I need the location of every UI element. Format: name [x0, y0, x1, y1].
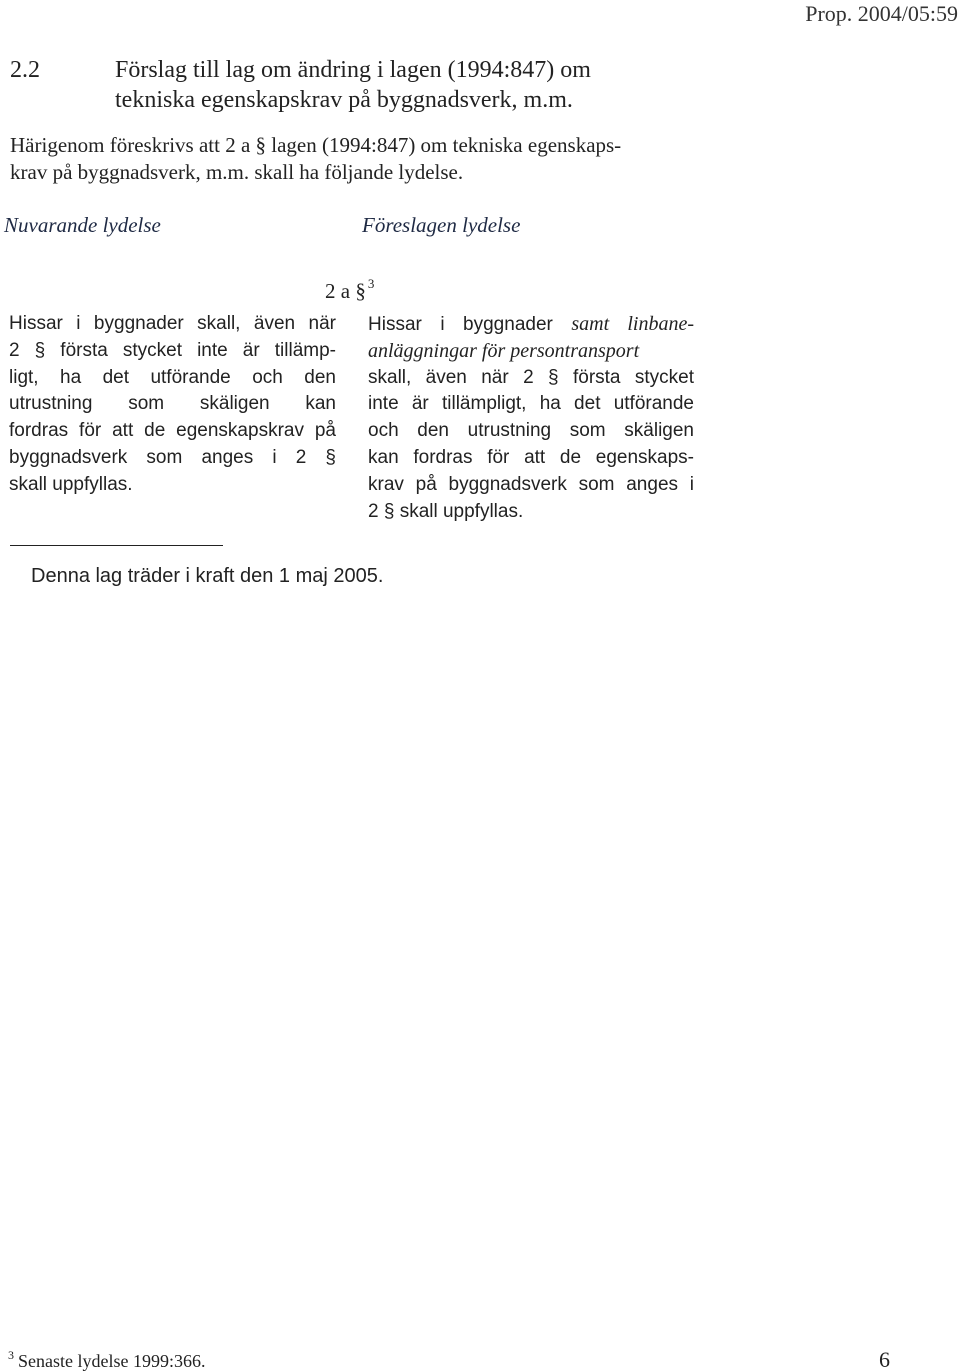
- text-line: 2 § skall uppfyllas.: [368, 500, 524, 522]
- separator-rule: [10, 545, 223, 546]
- text-line: kan fordras för att de egenskaps-: [368, 446, 694, 468]
- proposed-wording-heading: Föreslagen lydelse: [362, 213, 521, 237]
- paragraph-label: [325, 271, 374, 304]
- text-line: skall uppfyllas.: [9, 473, 133, 495]
- text-line: [368, 311, 694, 338]
- text-line: [368, 338, 694, 365]
- text-line: inte är tillämpligt, ha det utförande: [368, 393, 694, 415]
- text-amendment: samt linbane-: [571, 313, 694, 335]
- entry-into-force: Denna lag träder i kraft den 1 maj 2005.: [31, 565, 384, 587]
- text-amendment: anläggningar för persontransport: [368, 339, 640, 362]
- footnote-marker: 3: [8, 1348, 14, 1362]
- text-line: byggnadsverk som anges i 2 §: [9, 446, 336, 468]
- current-wording-text: [9, 311, 336, 499]
- footnote-reference: 3: [367, 276, 375, 291]
- text-plain: Hissar i byggnader: [368, 314, 553, 335]
- text-line: utrustning som skäligen kan: [9, 393, 336, 415]
- paragraph-number: 2 a §: [325, 279, 366, 303]
- text-line: ligt, ha det utförande och den: [9, 366, 336, 388]
- text-line: 2 § första stycket inte är tillämp-: [9, 339, 336, 361]
- text-line: fordras för att de egenskapskrav på: [9, 420, 336, 442]
- footnote: [8, 1344, 205, 1372]
- intro-paragraph: [10, 132, 700, 186]
- current-wording-heading: Nuvarande lydelse: [4, 213, 161, 237]
- text-line: skall, även när 2 § första stycket: [368, 366, 694, 388]
- intro-line: Härigenom föreskrivs att 2 a § lagen (1994:847) om tekniska egenskaps-: [10, 133, 622, 157]
- proposition-number: Prop. 2004/05:59: [805, 1, 958, 26]
- footnote-text: Senaste lydelse 1999:366.: [18, 1351, 206, 1371]
- text-line: krav på byggnadsverk som anges i: [368, 473, 694, 495]
- intro-line: krav på byggnadsverk, m.m. skall ha följande lydelse.: [10, 160, 464, 184]
- text-line: och den utrustning som skäligen: [368, 420, 694, 442]
- section-number: 2.2: [10, 57, 40, 83]
- section-title: Förslag till lag om ändring i lagen (1994:847) om tekniska egenskapskrav på byggnadsverk, m.m.: [115, 57, 591, 113]
- text-line: Hissar i byggnader skall, även när: [9, 313, 336, 334]
- proposed-wording-text: [368, 311, 694, 525]
- page-number: 6: [879, 1347, 890, 1372]
